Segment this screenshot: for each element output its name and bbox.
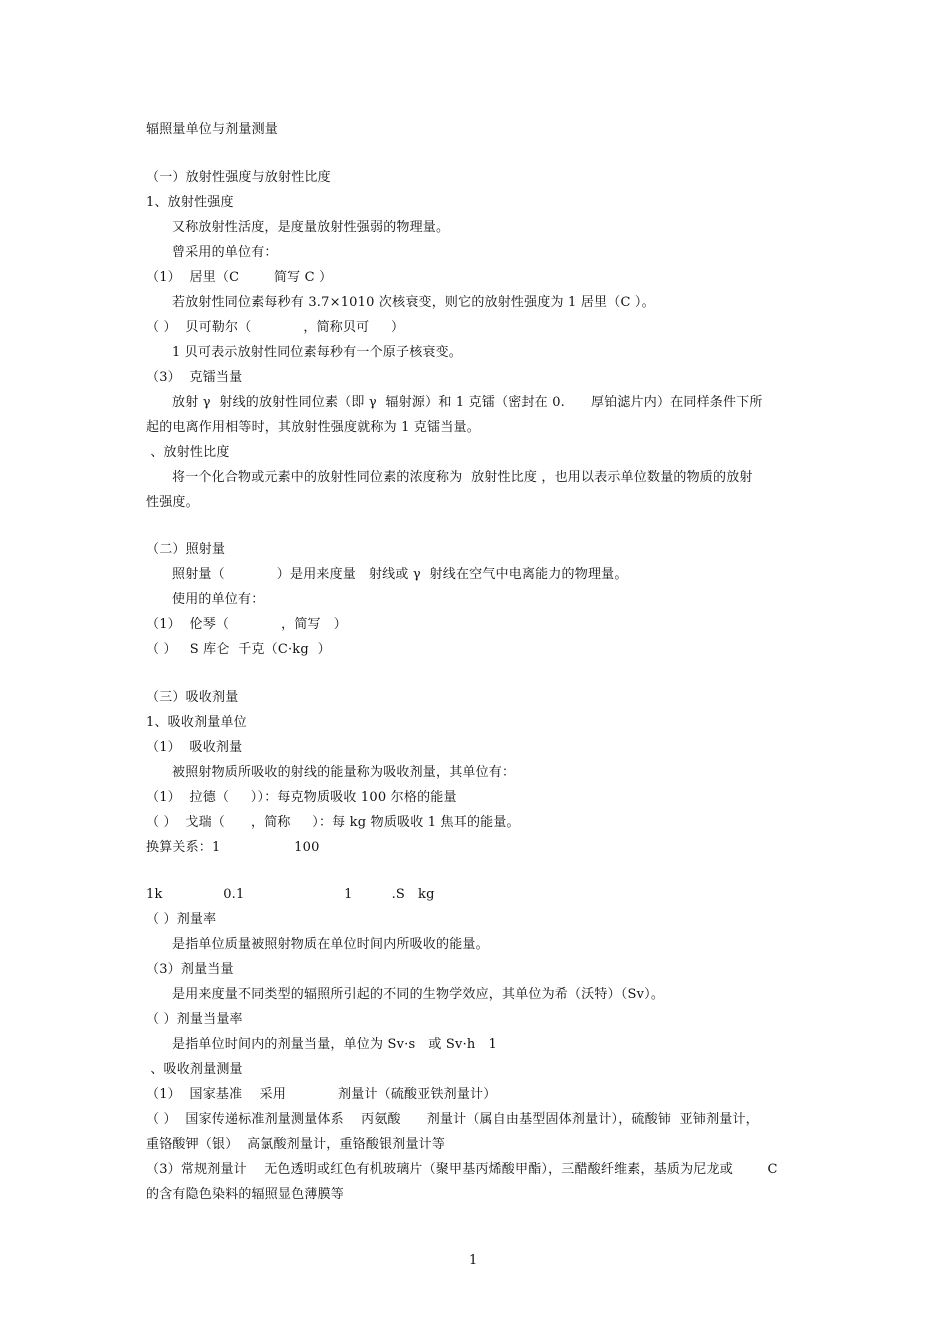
text-line: （1） 拉德（ ））：每克物质吸收 100 尔格的能量 xyxy=(146,790,457,805)
text-line: 若放射性同位素每秒有 3.7×1010 次核衰变，则它的放射性强度为 1 居里（C ）。 xyxy=(172,295,655,310)
text-line: 、吸收剂量测量 xyxy=(146,1062,243,1077)
text-line: 放射 γ 射线的放射性同位素（即 γ 辐射源）和 1 克镭（密封在 0. 厚铂滤片内）在同样条件下所 xyxy=(172,395,763,410)
text-line: 重铬酸钾（银） 高氯酸剂量计，重铬酸银剂量计等 xyxy=(146,1137,446,1152)
text-line: 使用的单位有： xyxy=(172,592,265,607)
text-line: （1） 吸收剂量 xyxy=(146,740,243,755)
text-line: （ ） 国家传递标准剂量测量体系 丙氨酸 剂量计（属自由基型固体剂量计），硫酸铈 亚铈剂量计， xyxy=(146,1112,759,1127)
text-line: 换算关系：1 100 xyxy=(146,840,320,855)
text-line: （1） 居里（C 简写 C ） xyxy=(146,270,333,285)
page-number: 1 xyxy=(469,1253,478,1268)
text-line: （1） 伦琴（ ，简写 ） xyxy=(146,617,347,632)
text-line: 是指单位质量被照射物质在单位时间内所吸收的能量。 xyxy=(172,937,489,952)
text-line: （ ）剂量当量率 xyxy=(146,1012,243,1027)
text-line: 1k 0.1 1 .S kg xyxy=(146,887,435,902)
text-line: （ ）剂量率 xyxy=(146,912,217,927)
text-line: 又称放射性活度，是度量放射性强弱的物理量。 xyxy=(172,220,450,235)
text-line: 性强度。 xyxy=(146,495,199,510)
text-line: （1） 国家基准 采用 剂量计（硫酸亚铁剂量计） xyxy=(146,1087,497,1102)
text-line: （ ） 贝可勒尔（ ，简称贝可 ） xyxy=(146,320,405,335)
text-line: 、放射性比度 xyxy=(146,445,230,460)
text-line: 起的电离作用相等时，其放射性强度就称为 1 克镭当量。 xyxy=(146,420,480,435)
text-line: 曾采用的单位有： xyxy=(172,245,278,260)
text-line: （3）剂量当量 xyxy=(146,962,234,977)
text-line: 是用来度量不同类型的辐照所引起的不同的生物学效应，其单位为希（沃特）（Sv）。 xyxy=(172,987,665,1002)
document-title: 辐照量单位与剂量测量 xyxy=(146,122,279,137)
text-line: （3）常规剂量计 无色透明或红色有机玻璃片（聚甲基丙烯酸甲酯），三醋酸纤维素，基质为尼龙或 C xyxy=(146,1162,778,1177)
text-line: （3） 克镭当量 xyxy=(146,370,243,385)
text-line: （ ） S 库仑 千克（C·kg ） xyxy=(146,642,331,657)
text-line: 照射量（ ）是用来度量 射线或 γ 射线在空气中电离能力的物理量。 xyxy=(172,567,628,582)
text-line: （三）吸收剂量 xyxy=(146,690,239,705)
text-line: 的含有隐色染料的辐照显色薄膜等 xyxy=(146,1187,345,1202)
text-line: 1、吸收剂量单位 xyxy=(146,715,247,730)
text-line: 1、放射性强度 xyxy=(146,195,234,210)
text-line: 将一个化合物或元素中的放射性同位素的浓度称为 放射性比度 ，也用以表示单位数量的物质的放射 xyxy=(172,470,753,485)
text-line: （ ） 戈瑞（ ，简称 ）：每 kg 物质吸收 1 焦耳的能量。 xyxy=(146,815,520,830)
text-line: 是指单位时间内的剂量当量，单位为 Sv·s 或 Sv·h 1 xyxy=(172,1037,497,1052)
text-line: （二）照射量 xyxy=(146,542,226,557)
text-line: 被照射物质所吸收的射线的能量称为吸收剂量，其单位有： xyxy=(172,765,516,780)
text-line: 1 贝可表示放射性同位素每秒有一个原子核衰变。 xyxy=(172,345,463,360)
text-line: （一）放射性强度与放射性比度 xyxy=(146,170,331,185)
